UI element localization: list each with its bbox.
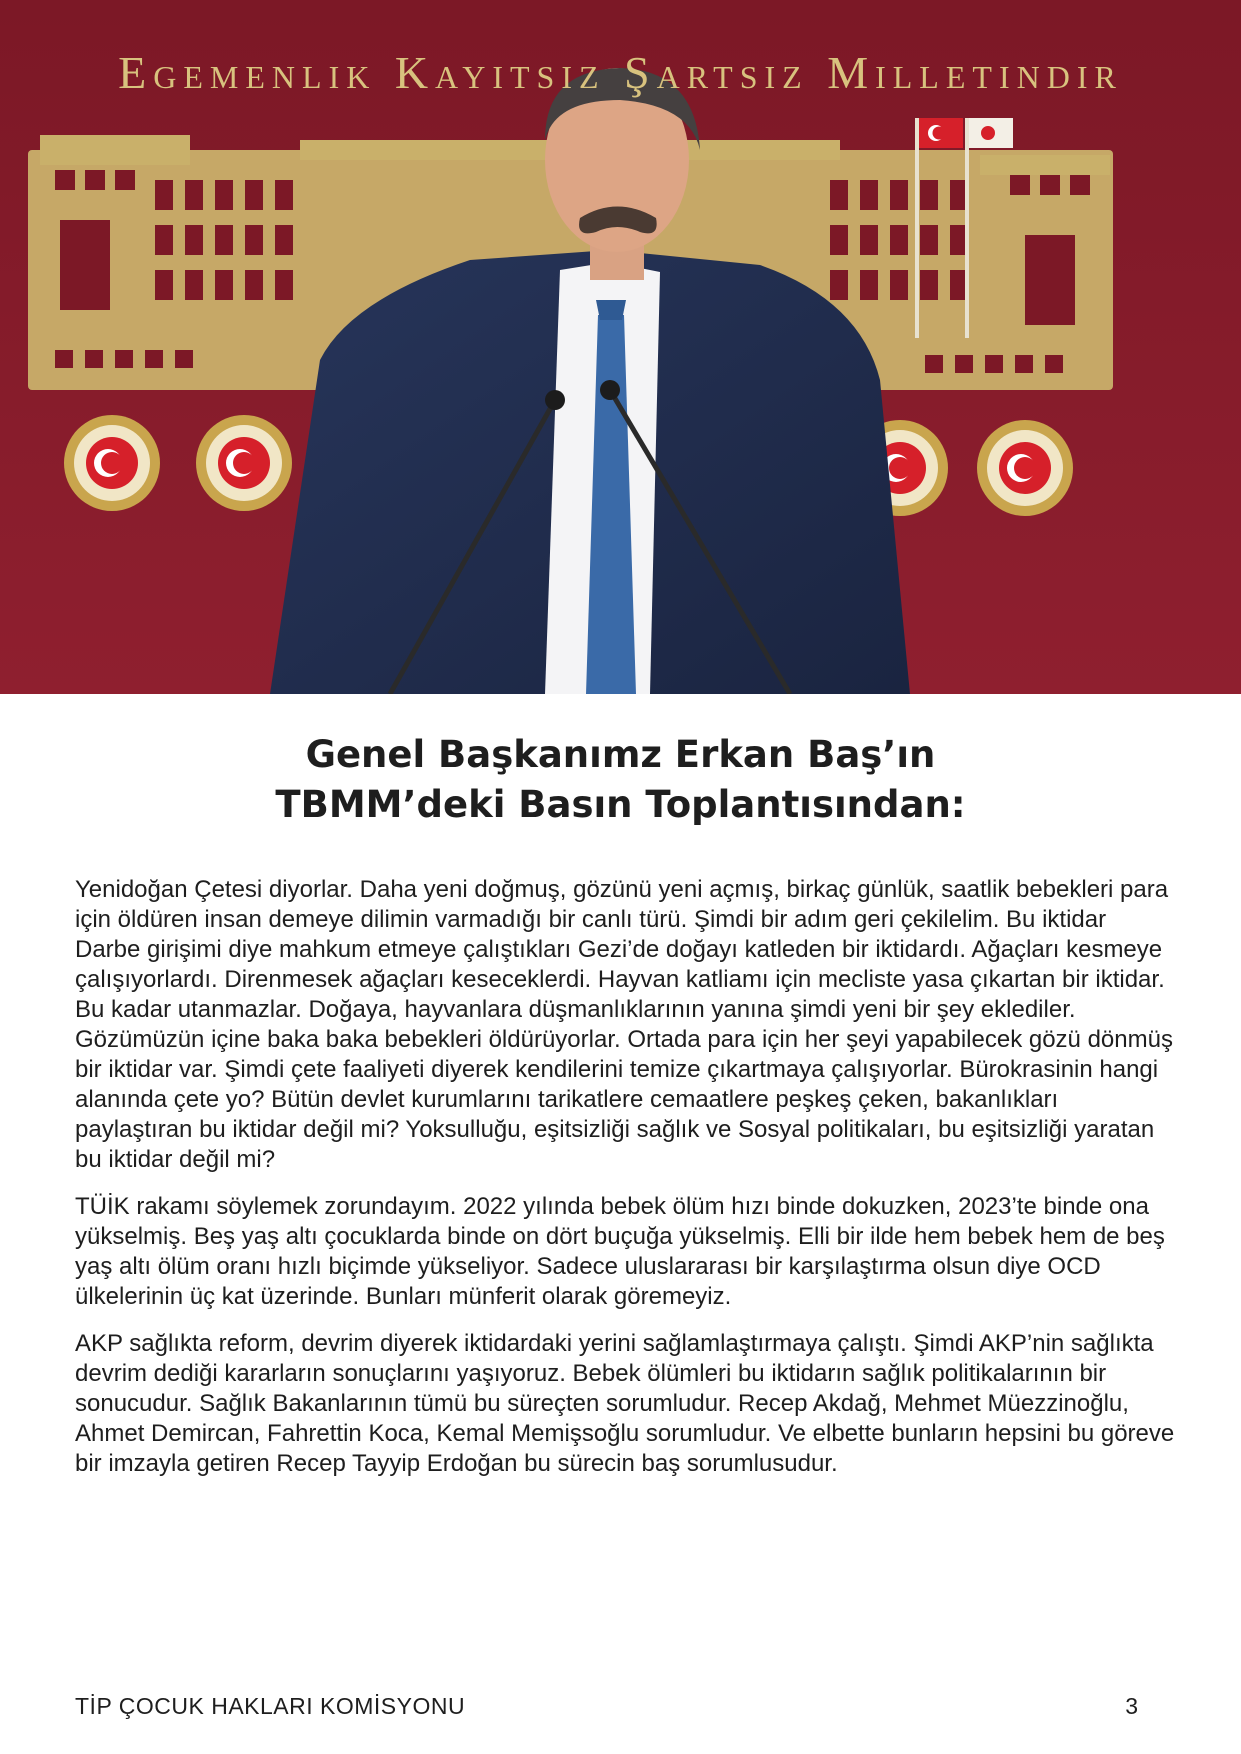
parliament-motto: Egemenlik Kayıtsız Şartsız Milletindir bbox=[118, 47, 1123, 98]
paragraph: AKP sağlıkta reform, devrim diyerek iktidardaki yerini sağlamlaştırmaya çalıştı. Şimdi AKP’nin sağlıkta devrim dediği kararların sonuçlarını yaşıyoruz. Bebek ölümleri bu iktidarın sağlık politikalarının bir sonucudur. Sağlık Bakanlarının tümü bu süreçten sorumludur. Recep Akdağ, Mehmet Müezzinoğlu, Ahmet Demircan, Fahrettin Koca, Kemal Memişsoğlu sorumludur. Ve elbette bunların hepsini bu göreve bir imzayla getiren Recep Tayyip Erdoğan bu sürecin baş sorumlusudur. bbox=[75, 1330, 1175, 1477]
page-number: 3 bbox=[1125, 1693, 1138, 1719]
page-title bbox=[0, 730, 1241, 830]
title-line-1: Genel Başkanımz Erkan Baş’ın bbox=[305, 733, 936, 776]
title-line-2: TBMM’deki Basın Toplantısından: bbox=[275, 783, 966, 826]
article-body bbox=[75, 875, 1175, 1496]
press-conference-photo bbox=[0, 0, 1241, 694]
photo-illustration bbox=[0, 0, 1241, 694]
paragraph: Yenidoğan Çetesi diyorlar. Daha yeni doğmuş, gözünü yeni açmış, birkaç günlük, saatlik bebekleri para için öldüren insan demeye dilimin varmadığı bir canlı türü. Şimdi bir adım geri çekilelim. Bu iktidar Darbe girişimi diye mahkum etmeye çalıştıkları Gezi’de doğayı katleden bir iktidardı. Ağaçları kesmeye çalışıyorlardı. Direnmesek ağaçları keseceklerdi. Hayvan katliamı için mecliste yasa çıkartan bir iktidar. Bu kadar utanmazlar. Doğaya, hayvanlara düşmanlıklarının yanına şimdi yeni bir şey eklediler. Gözümüzün içine baka baka bebekleri öldürüyorlar. Ortada para için her şeyi yapabilecek gözü dönmüş bir iktidar var. Şimdi çete faaliyeti diyerek kendilerini temize çıkartmaya çalışıyorlar. Bürokrasinin hangi alanında çete yo? Bütün devlet kurumlarını tarikatlere cemaatlere peşkeş çeken, bakanlıkları paylaştıran bu iktidar değil mi? Yoksulluğu, eşitsizliği sağlık ve Sosyal politikaları, bu eşitsizliği yaratan bu iktidar değil mi? bbox=[75, 876, 1173, 1173]
footer-commission: TİP ÇOCUK HAKLARI KOMİSYONU bbox=[75, 1693, 466, 1719]
paragraph: TÜİK rakamı söylemek zorundayım. 2022 yılında bebek ölüm hızı binde dokuzken, 2023’te binde ona yükselmiş. Beş yaş altı çocuklarda binde on dört buçuğa yükselmiş. Elli bir ilde hem bebek hem de beş yaş altı ölüm oranı hızlı biçimde yükseliyor. Sadece uluslararası bir karşılaştırma olsun diye OCD ülkelerinin üç kat üzerinde. Bunları münferit olarak göremeyiz. bbox=[75, 1193, 1165, 1310]
